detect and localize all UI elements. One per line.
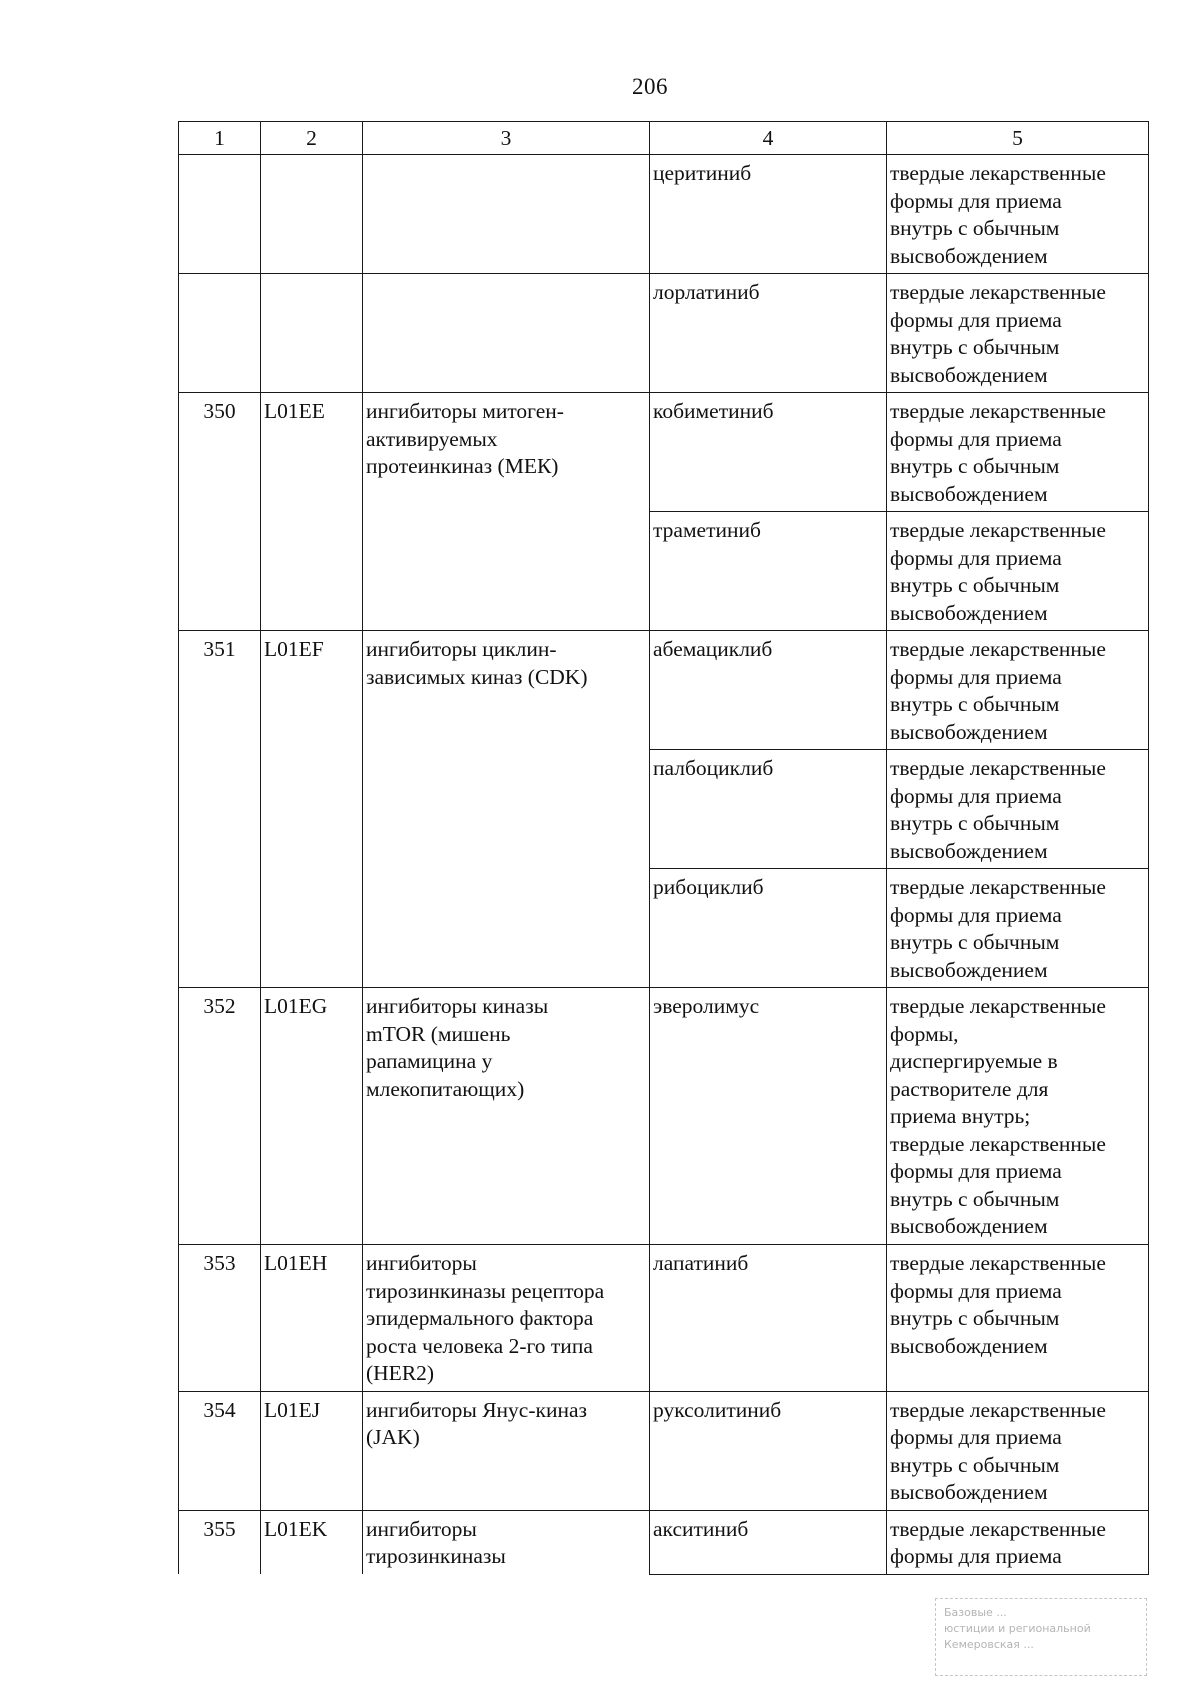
dosage-form: твердые лекарственные формы, диспергируемые в растворителе для приема внутрь; твердые лекарственные формы для приема внутрь с обычным высвобождением (887, 988, 1149, 1245)
official-stamp (935, 1598, 1147, 1676)
column-header-3: 3 (363, 122, 650, 155)
drug-name: траметиниб (650, 512, 887, 631)
group-name (363, 274, 650, 393)
atc-code (261, 155, 363, 274)
row-number: 354 (179, 1391, 261, 1510)
dosage-form: твердые лекарственные формы для приема внутрь с обычным высвобождением (887, 155, 1149, 274)
table-row (179, 274, 1149, 393)
group-name: ингибиторы митоген- активируемых протеинкиназ (МЕК) (363, 393, 650, 631)
dosage-form: твердые лекарственные формы для приема внутрь с обычным высвобождением (887, 869, 1149, 988)
table-row (179, 155, 1149, 274)
group-name: ингибиторы тирозинкиназы рецептора эпидермального фактора роста человека 2-го типа (HER2) (363, 1245, 650, 1392)
table-header-row (179, 122, 1149, 155)
table-row (179, 988, 1149, 1245)
drug-name: лапатиниб (650, 1245, 887, 1392)
drug-name: акситиниб (650, 1510, 887, 1574)
column-header-1: 1 (179, 122, 261, 155)
dosage-form: твердые лекарственные формы для приема внутрь с обычным высвобождением (887, 512, 1149, 631)
row-number: 353 (179, 1245, 261, 1392)
page-number: 206 (632, 74, 668, 99)
atc-code: L01EE (261, 393, 363, 631)
group-name (363, 155, 650, 274)
table-row (179, 1245, 1149, 1392)
dosage-form: твердые лекарственные формы для приема внутрь с обычным высвобождением (887, 750, 1149, 869)
dosage-form: твердые лекарственные формы для приема (887, 1510, 1149, 1574)
table-row (179, 1391, 1149, 1510)
row-number: 350 (179, 393, 261, 631)
drug-name: рибоциклиб (650, 869, 887, 988)
atc-code: L01EF (261, 631, 363, 988)
atc-code (261, 274, 363, 393)
atc-code: L01EG (261, 988, 363, 1245)
table-row (179, 393, 1149, 512)
atc-code: L01EH (261, 1245, 363, 1392)
row-number: 352 (179, 988, 261, 1245)
group-name: ингибиторы Янус-киназ (JAK) (363, 1391, 650, 1510)
drug-name: руксолитиниб (650, 1391, 887, 1510)
drug-name: лорлатиниб (650, 274, 887, 393)
drug-name: кобиметиниб (650, 393, 887, 512)
atc-code: L01EK (261, 1510, 363, 1574)
dosage-form: твердые лекарственные формы для приема внутрь с обычным высвобождением (887, 1245, 1149, 1392)
row-number: 351 (179, 631, 261, 988)
dosage-form: твердые лекарственные формы для приема внутрь с обычным высвобождением (887, 393, 1149, 512)
drug-table (178, 121, 1149, 1575)
atc-code: L01EJ (261, 1391, 363, 1510)
dosage-form: твердые лекарственные формы для приема внутрь с обычным высвобождением (887, 274, 1149, 393)
row-number (179, 274, 261, 393)
drug-name: абемациклиб (650, 631, 887, 750)
group-name: ингибиторы циклин- зависимых киназ (CDK) (363, 631, 650, 988)
drug-name: эверолимус (650, 988, 887, 1245)
table-row (179, 631, 1149, 750)
column-header-4: 4 (650, 122, 887, 155)
dosage-form: твердые лекарственные формы для приема внутрь с обычным высвобождением (887, 631, 1149, 750)
dosage-form: твердые лекарственные формы для приема внутрь с обычным высвобождением (887, 1391, 1149, 1510)
drug-name: палбоциклиб (650, 750, 887, 869)
stamp-line: Базовые ... (944, 1606, 1007, 1619)
table-row (179, 1510, 1149, 1574)
stamp-line: Кемеровская ... (944, 1638, 1034, 1651)
stamp-line: юстиции и региональной (944, 1622, 1091, 1635)
group-name: ингибиторы тирозинкиназы (363, 1510, 650, 1574)
row-number: 355 (179, 1510, 261, 1574)
row-number (179, 155, 261, 274)
drug-name: церитиниб (650, 155, 887, 274)
column-header-5: 5 (887, 122, 1149, 155)
column-header-2: 2 (261, 122, 363, 155)
group-name: ингибиторы киназы mTOR (мишень рапамицина у млекопитающих) (363, 988, 650, 1245)
